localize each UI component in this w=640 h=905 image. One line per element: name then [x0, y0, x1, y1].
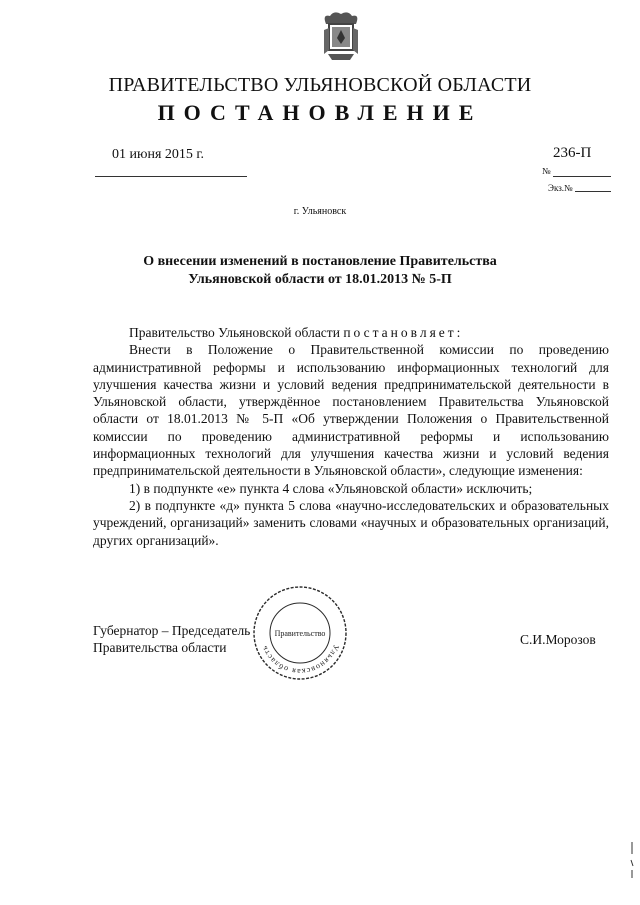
stamp-center-text: Правительство — [274, 629, 326, 638]
amendment-item-2: 2) в подпункте «д» пункта 5 слова «научно-исследовательских и образовательных учреждений, организаций» заменить словами «научных и образовательных организаций, других организаций». — [93, 497, 609, 548]
copy-number-label: Экз.№ — [548, 183, 573, 193]
signer-role — [93, 622, 250, 656]
government-title: ПРАВИТЕЛЬСТВО УЛЬЯНОВСКОЙ ОБЛАСТИ — [108, 74, 532, 96]
document-number: 236-П — [553, 145, 592, 161]
number-underline — [553, 176, 611, 177]
decree-title: ПОСТАНОВЛЕНИЕ — [157, 100, 483, 125]
intro-paragraph — [93, 324, 609, 341]
svg-text:Ульяновская область — [259, 643, 340, 676]
main-paragraph: Внести в Положение о Правительственной комиссии по проведению административной реформы и использованию информационных технологий для улучшения качества жизни и условий ведения предпринимательской деятельности в Ульяновской области, утверждённое постановлением Правительства Ульяновской области от 18.01.2013 № 5-П «Об утверждении Положения о Правительственной комиссии по проведению административной реформы и использованию информационных технологий для улучшения качества жизни и условий ведения предпринимательской деятельности в Ульяновской области», следующие изменения: — [93, 342, 609, 479]
document-body — [93, 324, 609, 549]
date-underline — [95, 176, 247, 177]
document-date: 01 июня 2015 г. — [112, 147, 205, 162]
stamp-ring-text: Ульяновская область — [259, 643, 341, 677]
signer-name: С.И.Морозов — [520, 632, 596, 647]
coat-of-arms-emblem — [320, 10, 362, 62]
document-heading — [120, 253, 520, 289]
margin-scan-mark — [628, 840, 636, 880]
amendment-item-1: 1) в подпункте «е» пункта 4 слова «Ульяновской области» исключить; — [129, 480, 533, 496]
copy-number-underline — [575, 191, 611, 192]
number-label: № — [542, 166, 551, 176]
heading-line-1: О внесении изменений в постановление Правительства — [143, 254, 497, 269]
intro-spaced-verb: постановляет: — [343, 325, 464, 340]
city-name: г. Ульяновск — [293, 206, 347, 217]
official-stamp — [250, 583, 350, 683]
intro-text: Правительство Ульяновской области — [129, 325, 344, 340]
signer-role-line-1: Губернатор – Председатель — [93, 623, 251, 638]
signer-role-line-2: Правительства области — [93, 640, 227, 655]
heading-line-2: Ульяновской области от 18.01.2013 № 5-П — [188, 272, 452, 287]
